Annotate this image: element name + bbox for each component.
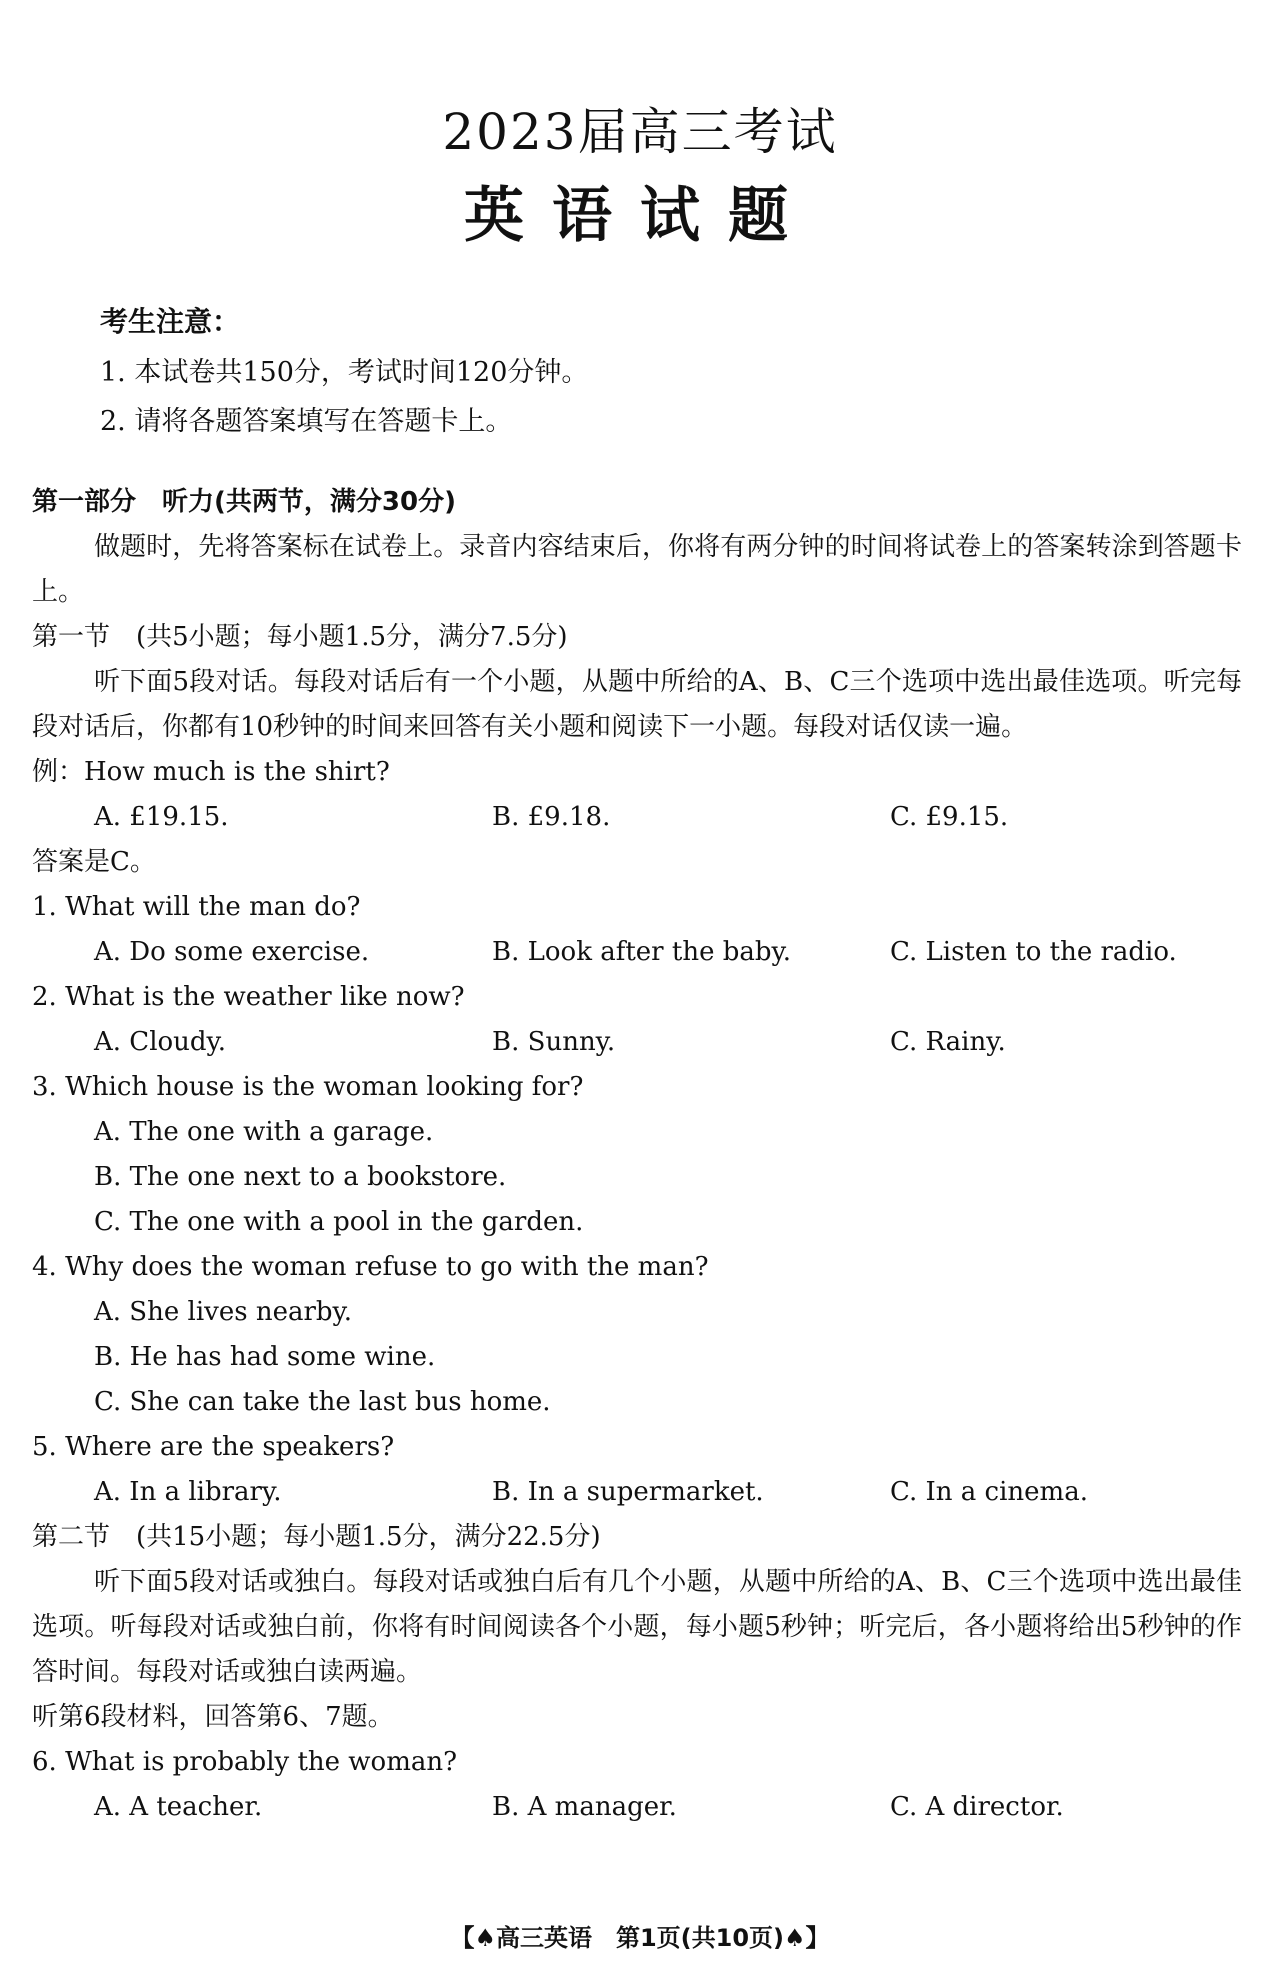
section2-instructions: 听下面5段对话或独白。每段对话或独白后有几个小题，从题中所给的A、B、C三个选项中选出最佳选项。听每段对话或独白前，你将有时间阅读各个小题，每小题5秒钟；听完后，各小题将给出5秒钟的作答时间。每段对话或独白读两遍。 [32,1567,1242,1687]
example-question: 例：How much is the shirt? [32,757,390,787]
option-b: B. The one next to a bookstore. [94,1162,507,1192]
notice-block [100,300,588,448]
section1-instructions: 听下面5段对话。每段对话后有一个小题，从题中所给的A、B、C三个选项中选出最佳选项。听完每段对话后，你都有10秒钟的时间来回答有关小题和阅读下一小题。每段对话仅读一遍。 [32,667,1242,742]
option-a: A. Cloudy. [94,1027,227,1057]
option-c: C. Rainy. [890,1027,1006,1057]
option-b: B. A manager. [492,1792,677,1822]
question-5: 5. Where are the speakers? [32,1432,395,1462]
question-6: 6. What is probably the woman? [32,1747,458,1777]
option-b: B. £9.18. [492,802,611,832]
part1-heading: 第一部分 听力(共两节，满分30分) [32,487,456,517]
option-c: C. In a cinema. [890,1477,1088,1507]
question-4: 4. Why does the woman refuse to go with the man? [32,1252,709,1282]
option-c: C. Listen to the radio. [890,937,1177,967]
option-a: A. The one with a garage. [94,1117,434,1147]
option-b: B. Look after the baby. [492,937,792,967]
question-6-options [32,1785,1242,1830]
option-c: C. A director. [890,1792,1064,1822]
question-1: 1. What will the man do? [32,892,361,922]
page-footer: 【♠高三英语 第1页(共10页)♠】 [450,1924,830,1952]
option-b: B. Sunny. [492,1027,616,1057]
option-a: A. A teacher. [94,1792,263,1822]
option-a: A. £19.15. [94,802,229,832]
notice-line: 1. 本试卷共150分，考试时间120分钟。 [100,357,589,388]
material-6-note: 听第6段材料，回答第6、7题。 [32,1702,394,1732]
notice-heading: 考生注意： [100,305,241,338]
example-options [32,795,1242,840]
part1-intro: 做题时，先将答案标在试卷上。录音内容结束后，你将有两分钟的时间将试卷上的答案转涂到答题卡上。 [32,532,1242,607]
question-5-options [32,1470,1242,1515]
option-b: B. He has had some wine. [94,1342,436,1372]
notice-line: 2. 请将各题答案填写在答题卡上。 [100,406,513,437]
exam-title: 2023届高三考试 [442,103,838,161]
part1-content [32,480,1242,1830]
section2-heading: 第二节 (共15小题；每小题1.5分，满分22.5分) [32,1522,601,1552]
question-2-options [32,1020,1242,1065]
option-b: B. In a supermarket. [492,1477,764,1507]
option-a: A. Do some exercise. [94,937,370,967]
example-answer: 答案是C。 [32,847,156,877]
subject-title: 英语试题 [464,181,816,251]
option-c: C. The one with a pool in the garden. [94,1207,584,1237]
option-a: A. In a library. [94,1477,282,1507]
section1-heading: 第一节 (共5小题；每小题1.5分，满分7.5分) [32,622,568,652]
question-2: 2. What is the weather like now? [32,982,465,1012]
option-c: C. £9.15. [890,802,1009,832]
question-1-options [32,930,1242,975]
option-a: A. She lives nearby. [94,1297,353,1327]
option-c: C. She can take the last bus home. [94,1387,551,1417]
question-3: 3. Which house is the woman looking for? [32,1072,584,1102]
